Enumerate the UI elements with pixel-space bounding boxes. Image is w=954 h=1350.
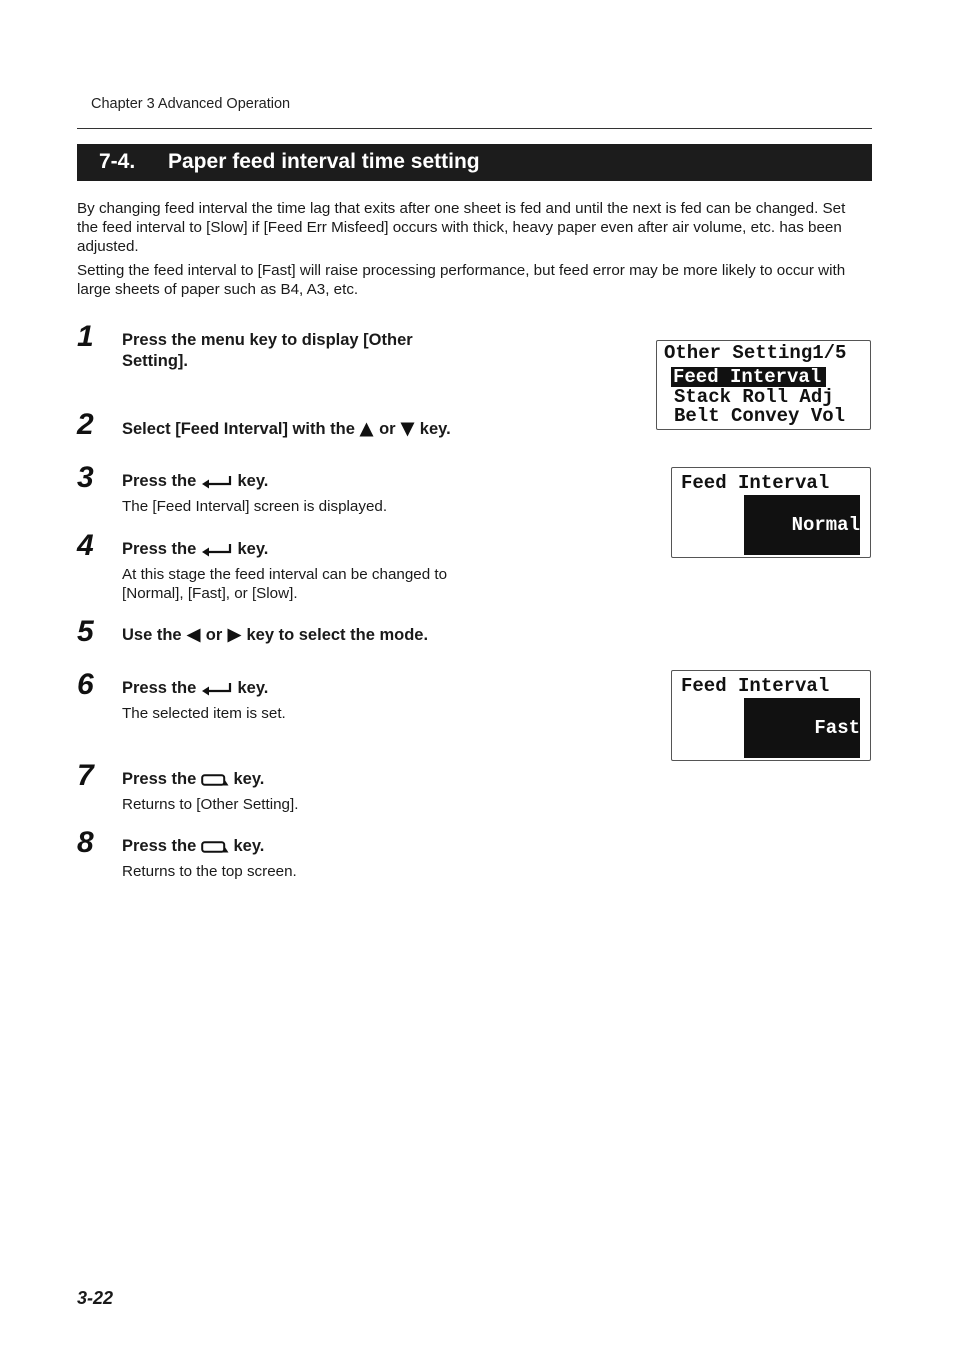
step-number-6: 6	[77, 668, 94, 701]
up-triangle-icon	[359, 422, 374, 437]
step-title-4	[122, 539, 502, 560]
left-triangle-icon	[186, 628, 201, 643]
step-4-text-post: key.	[237, 540, 269, 558]
section-number: 7-4.	[99, 150, 136, 173]
lcd-3-value-selected	[744, 698, 860, 758]
section-banner	[77, 144, 872, 181]
lcd-1-line-3: Stack Roll Adj	[674, 386, 834, 408]
lcd-2-line-1: Feed Interval	[681, 472, 830, 494]
intro-paragraph-1: By changing feed interval the time lag that exits after one sheet is fed and until the next is fed can be changed. Set the feed interval to [Slow] if [Feed Err Misfeed] occurs with thick, heavy paper even after air volume, etc. has been adjusted.	[77, 200, 846, 255]
step-title-8	[122, 836, 502, 857]
step-title-5	[122, 625, 542, 646]
step-number-7: 7	[77, 759, 94, 792]
header-rule	[77, 128, 872, 129]
enter-key-icon	[201, 543, 233, 557]
section-title: Paper feed interval time setting	[168, 150, 480, 173]
chapter-header: Chapter 3 Advanced Operation	[91, 96, 291, 112]
step-number-5: 5	[77, 615, 94, 648]
step-7-text-post: key.	[233, 770, 265, 788]
step-4-text-pre: Press the	[122, 540, 197, 558]
enter-key-icon	[201, 475, 233, 489]
step-title-1: Press the menu key to display [Other Setting].	[122, 331, 413, 370]
down-triangle-icon	[400, 422, 415, 437]
step-number-1: 1	[77, 320, 94, 353]
step-title-2	[122, 419, 542, 440]
step-5-text-post: key to select the mode.	[246, 626, 429, 644]
step-3-text-pre: Press the	[122, 472, 197, 490]
lcd-2-value-selected	[744, 495, 860, 555]
step-desc-3: The [Feed Interval] screen is displayed.	[122, 498, 388, 515]
lcd-1-line-2-selected: Feed Interval	[671, 367, 826, 387]
step-6-text-pre: Press the	[122, 679, 197, 697]
lcd-1-line-1: Other Setting1/5	[664, 342, 847, 364]
return-key-icon	[201, 773, 229, 787]
step-8-text-pre: Press the	[122, 837, 197, 855]
step-title-7	[122, 769, 502, 790]
step-desc-8: Returns to the top screen.	[122, 863, 297, 880]
return-key-icon	[201, 840, 229, 854]
right-triangle-icon	[227, 628, 242, 643]
intro-paragraph-2: Setting the feed interval to [Fast] will raise processing performance, but feed error may be more likely to occur with large sheets of paper such as B4, A3, etc.	[77, 262, 846, 298]
lcd-feed-interval-normal	[671, 467, 871, 558]
lcd-1-line-4: Belt Convey Vol	[674, 405, 846, 427]
lcd-3-value-text: Fast	[814, 717, 860, 739]
step-desc-4: At this stage the feed interval can be changed to [Normal], [Fast], or [Slow].	[122, 566, 448, 602]
lcd-3-line-1: Feed Interval	[681, 675, 830, 697]
step-8-text-post: key.	[233, 837, 265, 855]
lcd-2-value-text: Normal	[791, 514, 860, 536]
step-3-text-post: key.	[237, 472, 269, 490]
step-desc-6: The selected item is set.	[122, 705, 286, 722]
step-2-text-pre: Select [Feed Interval] with the	[122, 420, 355, 438]
step-7-text-pre: Press the	[122, 770, 197, 788]
step-2-text-mid: or	[379, 420, 396, 438]
enter-key-icon	[201, 682, 233, 696]
page-number: 3-22	[77, 1288, 114, 1308]
step-number-8: 8	[77, 826, 94, 859]
step-6-text-post: key.	[237, 679, 269, 697]
step-number-4: 4	[77, 529, 94, 562]
step-5-text-mid: or	[205, 626, 223, 644]
step-number-3: 3	[77, 461, 94, 494]
step-title-3	[122, 471, 502, 492]
step-title-6	[122, 678, 502, 699]
step-desc-7: Returns to [Other Setting].	[122, 796, 299, 813]
step-2-text-post: key.	[419, 420, 451, 438]
lcd-feed-interval-fast	[671, 670, 871, 761]
step-number-2: 2	[77, 408, 94, 441]
lcd-other-setting	[656, 340, 871, 430]
step-5-text-pre: Use the	[122, 626, 182, 644]
